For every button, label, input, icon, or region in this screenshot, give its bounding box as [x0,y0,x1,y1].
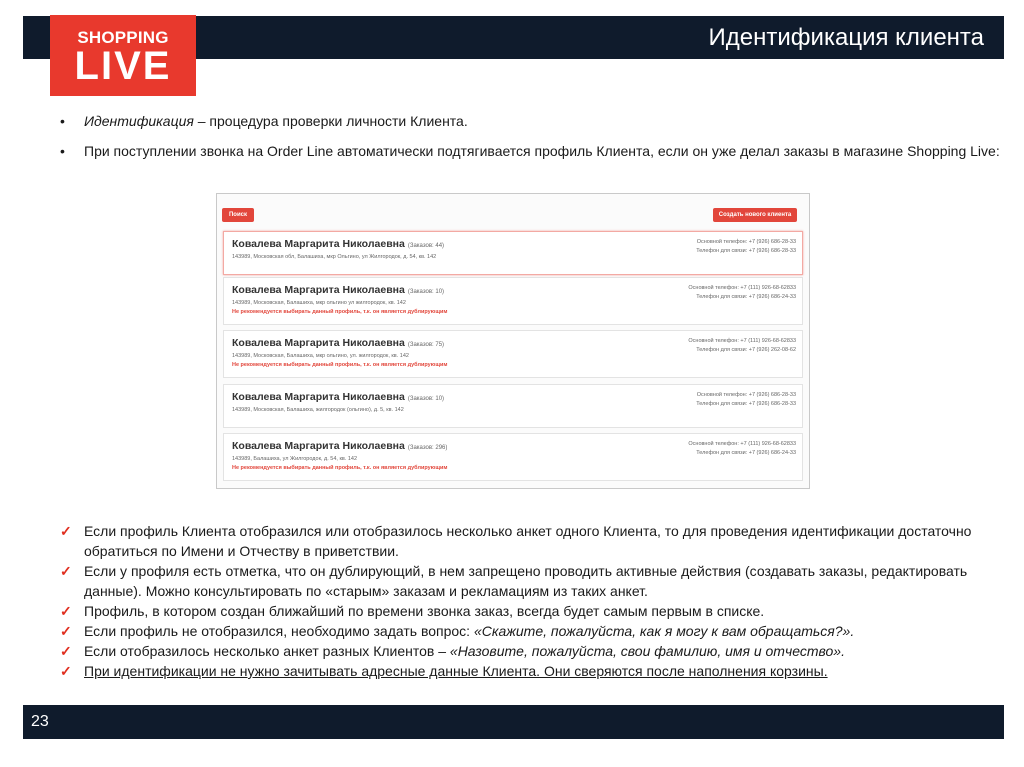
order-count: (Заказов: 296) [407,445,448,451]
check-quote: «Скажите, пожалуйста, как я могу к вам обращаться?». [473,623,855,639]
client-card[interactable] [223,330,803,378]
order-count: (Заказов: 10) [407,289,445,295]
check-item [60,601,1005,621]
create-client-button[interactable]: Создать нового клиента [713,208,797,222]
bullet-item [60,112,1010,130]
bullet-item [60,142,1010,160]
order-count: (Заказов: 44) [407,243,445,249]
client-address: 143989, Московская, Балашиха, мкр ольгино ул жилгородок, кв. 142 [232,300,406,306]
client-phones [688,284,796,302]
client-address: 143989, Балашиха, ул Жилгородок, д. 54, кв. 142 [232,456,358,462]
contact-phone: Телефон для связи: +7 (926) 686-24-33 [696,450,796,456]
check-quote: «Назовите, пожалуйста, свои фамилию, имя и отчество». [449,643,845,659]
check-icon: ✓ [60,563,72,579]
search-button[interactable]: Поиск [222,208,254,222]
client-search-screenshot [216,193,810,489]
contact-phone: Телефон для связи: +7 (926) 686-28-33 [696,401,796,407]
order-count: (Заказов: 75) [407,342,445,348]
check-text: Профиль, в котором создан ближайший по времени звонка заказ, всегда будет самым первым в списке. [84,603,765,619]
client-name: Ковалева Маргарита Николаевна (Заказов: 75) [232,337,445,349]
main-phone: Основной телефон: +7 (111) 926-68-62833 [688,338,796,344]
check-underlined-text: При идентификации не нужно зачитывать адресные данные Клиента. Они сверяются после наполнения корзины. [84,663,828,679]
check-icon: ✓ [60,663,72,679]
check-text: Если у профиля есть отметка, что он дублирующий, в нем запрещено проводить активные действия (создавать заказы, редактировать данные). Можно консультировать по «старым» заказам и рекламациям из таких анкет. [84,563,968,599]
order-count: (Заказов: 10) [407,396,445,402]
duplicate-warning: Не рекомендуется выбирать данный профиль, т.к. он является дублирующим [232,309,448,315]
main-phone: Основной телефон: +7 (926) 686-28-33 [696,239,796,245]
check-item [60,561,1005,601]
main-phone: Основной телефон: +7 (111) 926-68-62833 [688,441,796,447]
check-icon: ✓ [60,603,72,619]
duplicate-warning: Не рекомендуется выбирать данный профиль, т.к. он является дублирующим [232,465,448,471]
client-card[interactable] [223,277,803,325]
page-title: Идентификация клиента [708,24,984,51]
contact-phone: Телефон для связи: +7 (926) 262-08-62 [696,347,796,353]
bullet-dot: • [60,143,65,159]
client-phones [696,391,796,409]
client-card[interactable] [223,433,803,481]
page-number: 23 [31,713,49,730]
intro-bullets [60,112,1010,172]
logo-line-2: LIVE [74,44,172,88]
contact-phone: Телефон для связи: +7 (926) 686-28-33 [696,248,796,254]
check-item [60,641,1005,661]
client-name: Ковалева Маргарита Николаевна (Заказов: 296) [232,440,448,452]
check-item [60,621,1005,641]
footer-bar [23,705,1004,739]
check-icon: ✓ [60,623,72,639]
client-card[interactable] [223,384,803,428]
check-icon: ✓ [60,523,72,539]
term-emphasis: Идентификация [84,113,194,129]
check-item [60,661,1005,681]
shopping-live-logo [50,15,196,96]
bullet-text: – процедура проверки личности Клиента. [193,113,468,129]
bullet-dot: • [60,113,65,129]
check-text: Если отобразилось несколько анкет разных Клиентов – [84,643,450,659]
main-phone: Основной телефон: +7 (926) 686-28-33 [696,392,796,398]
check-item [60,521,1005,561]
client-phones [696,238,796,256]
client-phones [688,337,796,355]
client-name: Ковалева Маргарита Николаевна (Заказов: 10) [232,284,445,296]
client-card[interactable] [223,231,803,275]
duplicate-warning: Не рекомендуется выбирать данный профиль, т.к. он является дублирующим [232,362,448,368]
check-icon: ✓ [60,643,72,659]
client-name: Ковалева Маргарита Николаевна (Заказов: 44) [232,238,445,250]
client-name: Ковалева Маргарита Николаевна (Заказов: 10) [232,391,445,403]
client-address: 143989, Московская, Балашиха, жилгородок (ольгино), д. 5, кв. 142 [232,407,404,413]
client-phones [688,440,796,458]
rules-checklist [60,521,1005,681]
check-text: Если профиль не отобразился, необходимо задать вопрос: [84,623,474,639]
logo-line-1: SHOPPING [77,28,169,47]
client-address: 143989, Московская обл, Балашиха, мкр Ольгино, ул Жилгородок, д. 54, кв. 142 [232,254,437,260]
client-address: 143989, Московская, Балашиха, мкр ольгино, ул. жилгородок, кв. 142 [232,353,409,359]
bullet-text: При поступлении звонка на Order Line автоматически подтягивается профиль Клиента, если он уже делал заказы в магазине Shopping Live: [84,143,1000,159]
check-text: Если профиль Клиента отобразился или отобразилось несколько анкет одного Клиента, то для проведения идентификации достаточно обратиться по Имени и Отчеству в приветствии. [84,523,972,559]
main-phone: Основной телефон: +7 (111) 926-68-62833 [688,285,796,291]
contact-phone: Телефон для связи: +7 (926) 686-24-33 [696,294,796,300]
